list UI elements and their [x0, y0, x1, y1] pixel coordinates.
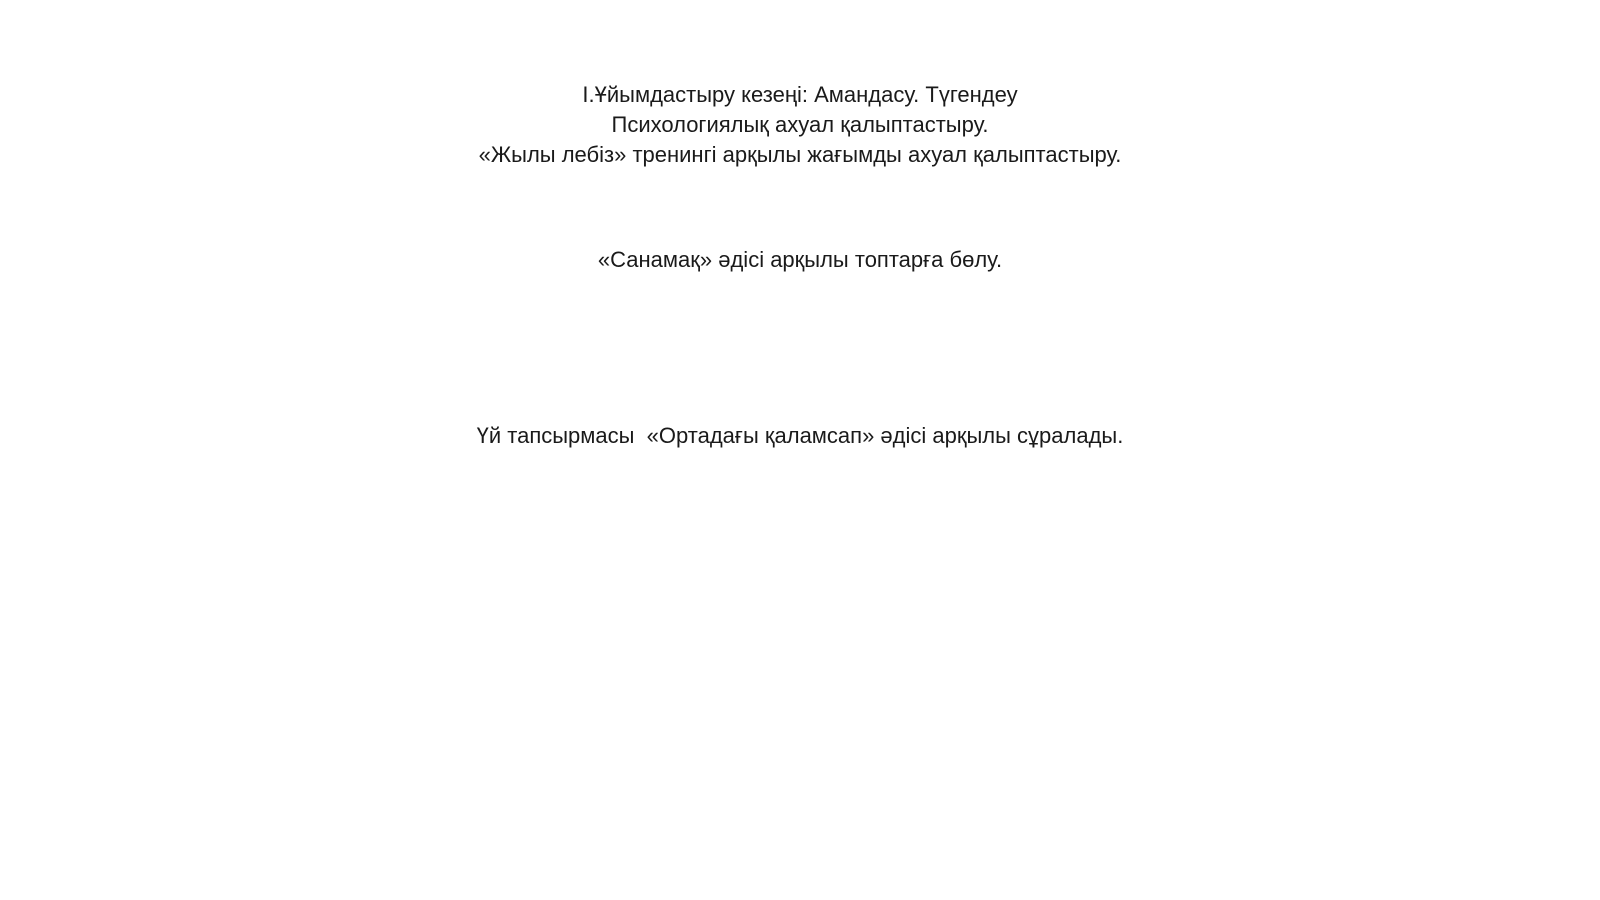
homework-line: Үй тапсырмасы «Ортадағы қаламсап» әдісі арқылы сұралады.	[476, 423, 1124, 448]
organizational-stage-line: I.Ұйымдастыру кезеңі: Амандасу. Түгендеу	[582, 82, 1018, 107]
group-division-line: «Санамақ» әдісі арқылы топтарға бөлу.	[597, 247, 1003, 272]
intro-text-block	[0, 80, 1600, 170]
group-division-text	[0, 245, 1600, 275]
homework-text	[0, 421, 1600, 451]
psychological-mood-line: Психологиялық ахуал қалыптастыру.	[611, 112, 989, 137]
warm-words-training-line: «Жылы лебіз» тренингі арқылы жағымды ахуал қалыптастыру.	[478, 142, 1122, 167]
